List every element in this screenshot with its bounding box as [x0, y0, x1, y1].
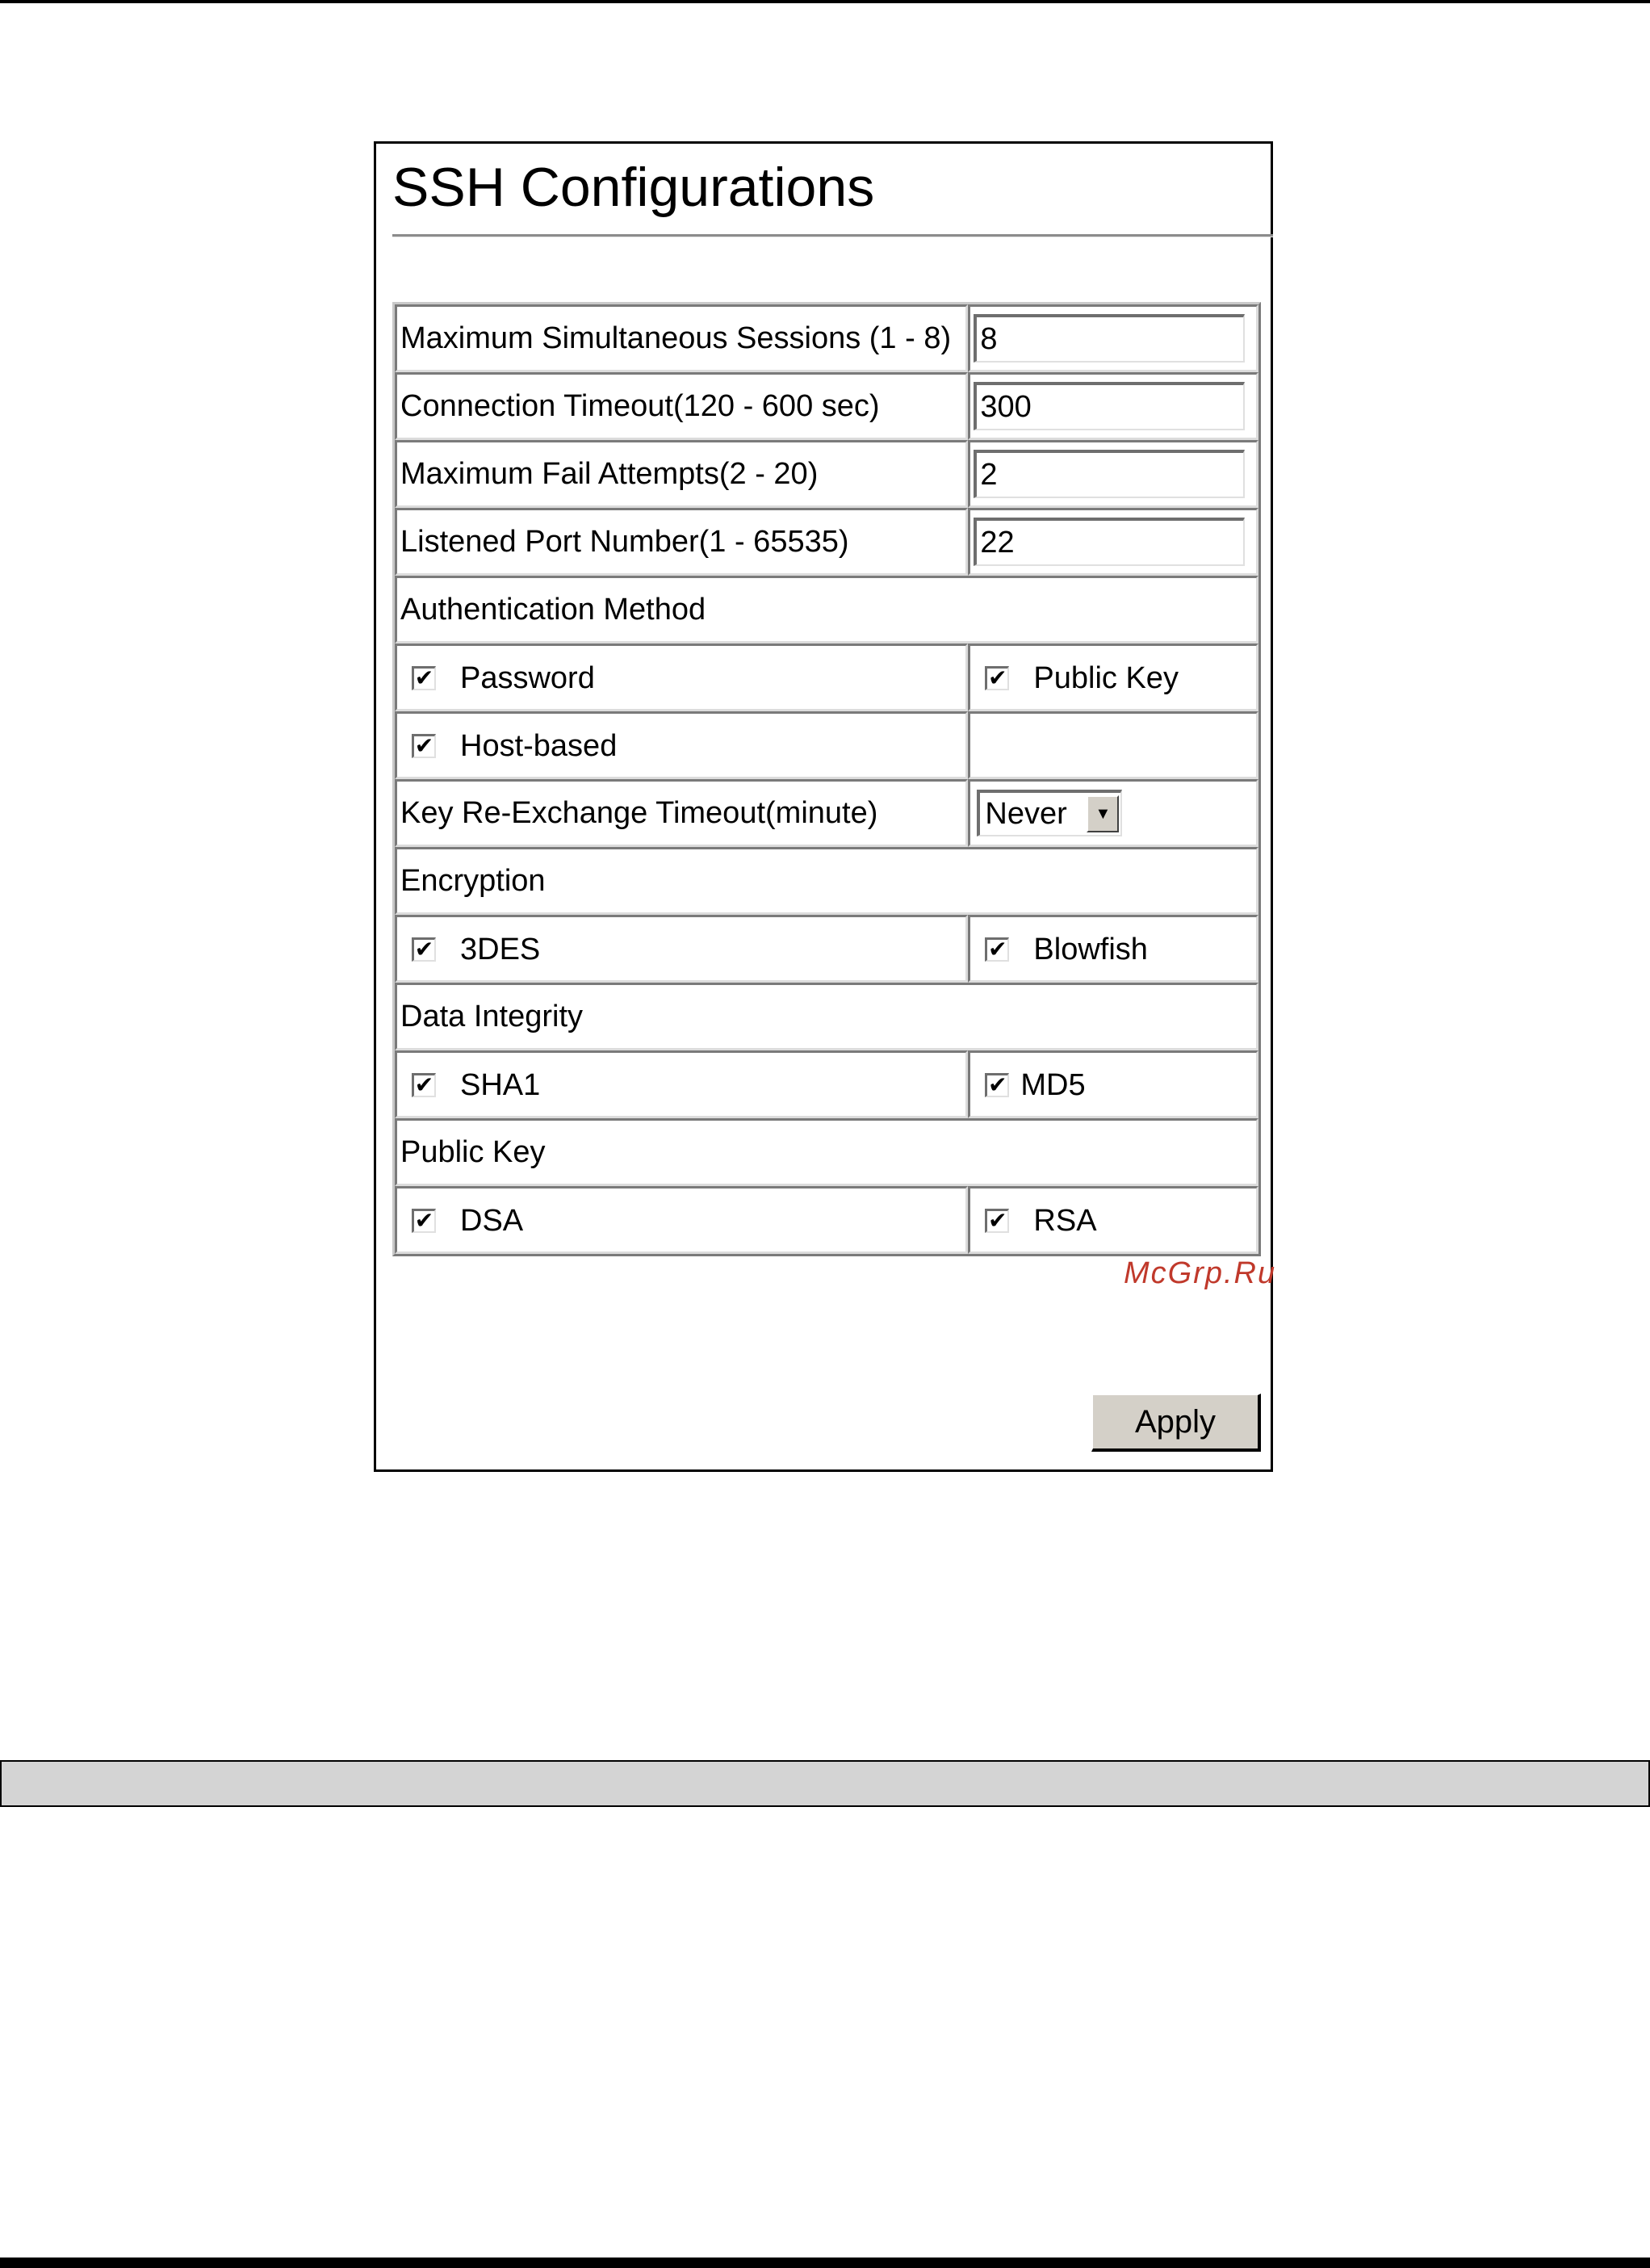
- blowfish-checkbox-icon[interactable]: ✔: [985, 937, 1009, 962]
- password-label: Password: [460, 660, 595, 695]
- blowfish-option[interactable]: [974, 933, 1148, 967]
- dsa-checkbox-icon[interactable]: ✔: [412, 1209, 436, 1233]
- row-key-reexchange: [395, 779, 1258, 847]
- key-reexchange-select[interactable]: [977, 790, 1122, 836]
- row-auth-2: [395, 711, 1258, 779]
- row-auth-heading: [395, 576, 1258, 644]
- watermark-text: McGrp.Ru: [1124, 1256, 1277, 1290]
- bottom-rule: [0, 2258, 1650, 2268]
- ssh-config-panel: [374, 141, 1277, 1472]
- rsa-checkbox-icon[interactable]: ✔: [985, 1209, 1009, 1233]
- row-integrity: [395, 1050, 1258, 1118]
- 3des-label: 3DES: [460, 932, 541, 966]
- row-max-fail-attempts: [395, 440, 1258, 508]
- row-max-sessions: [395, 304, 1258, 372]
- md5-option[interactable]: [974, 1068, 1085, 1103]
- status-bar: [0, 1760, 1650, 1807]
- max-sessions-label: Maximum Simultaneous Sessions (1 - 8): [395, 304, 968, 372]
- key-reexchange-label: Key Re-Exchange Timeout(minute): [395, 779, 968, 847]
- ssh-settings-table: [392, 302, 1261, 1256]
- empty-cell: [968, 711, 1258, 779]
- row-listened-port: [395, 508, 1258, 576]
- host-based-checkbox-icon[interactable]: ✔: [412, 734, 436, 758]
- row-encryption: [395, 915, 1258, 983]
- public-key-heading: Public Key: [395, 1118, 1258, 1186]
- max-fail-attempts-label: Maximum Fail Attempts(2 - 20): [395, 440, 968, 508]
- rsa-label: RSA: [1033, 1203, 1097, 1238]
- row-integrity-heading: [395, 983, 1258, 1050]
- encryption-heading: Encryption: [395, 847, 1258, 915]
- dsa-option[interactable]: [400, 1204, 523, 1239]
- key-reexchange-value: Never: [985, 796, 1067, 831]
- apply-button[interactable]: Apply: [1091, 1394, 1261, 1452]
- password-checkbox-icon[interactable]: ✔: [412, 666, 436, 690]
- data-integrity-heading: Data Integrity: [395, 983, 1258, 1050]
- row-auth-1: [395, 644, 1258, 711]
- row-connection-timeout: [395, 372, 1258, 440]
- top-rule: [0, 0, 1650, 3]
- 3des-option[interactable]: [400, 933, 540, 967]
- blowfish-label: Blowfish: [1033, 932, 1148, 966]
- connection-timeout-label: Connection Timeout(120 - 600 sec): [395, 372, 968, 440]
- public-key-auth-checkbox-icon[interactable]: ✔: [985, 666, 1009, 690]
- listened-port-label: Listened Port Number(1 - 65535): [395, 508, 968, 576]
- public-key-auth-label: Public Key: [1033, 660, 1179, 695]
- 3des-checkbox-icon[interactable]: ✔: [412, 937, 436, 962]
- max-fail-attempts-input[interactable]: [974, 450, 1245, 498]
- rsa-option[interactable]: [974, 1204, 1096, 1239]
- row-encryption-heading: [395, 847, 1258, 915]
- row-public-key-heading: [395, 1118, 1258, 1186]
- host-based-option[interactable]: [400, 729, 617, 764]
- sha1-checkbox-icon[interactable]: ✔: [412, 1073, 436, 1097]
- auth-method-heading: Authentication Method: [395, 576, 1258, 644]
- dsa-label: DSA: [460, 1203, 524, 1238]
- row-public-key: [395, 1186, 1258, 1254]
- page-title: SSH Configurations: [392, 157, 875, 218]
- listened-port-input[interactable]: [974, 518, 1245, 566]
- md5-label: MD5: [1020, 1067, 1086, 1102]
- connection-timeout-input[interactable]: [974, 382, 1245, 430]
- sha1-option[interactable]: [400, 1068, 540, 1103]
- password-option[interactable]: [400, 661, 595, 696]
- public-key-auth-option[interactable]: [974, 661, 1179, 696]
- chevron-down-icon[interactable]: ▼: [1087, 795, 1119, 832]
- sha1-label: SHA1: [460, 1067, 541, 1102]
- host-based-label: Host-based: [460, 728, 618, 763]
- max-sessions-input[interactable]: [974, 314, 1245, 363]
- title-divider: [392, 234, 1273, 237]
- md5-checkbox-icon[interactable]: ✔: [985, 1073, 1009, 1097]
